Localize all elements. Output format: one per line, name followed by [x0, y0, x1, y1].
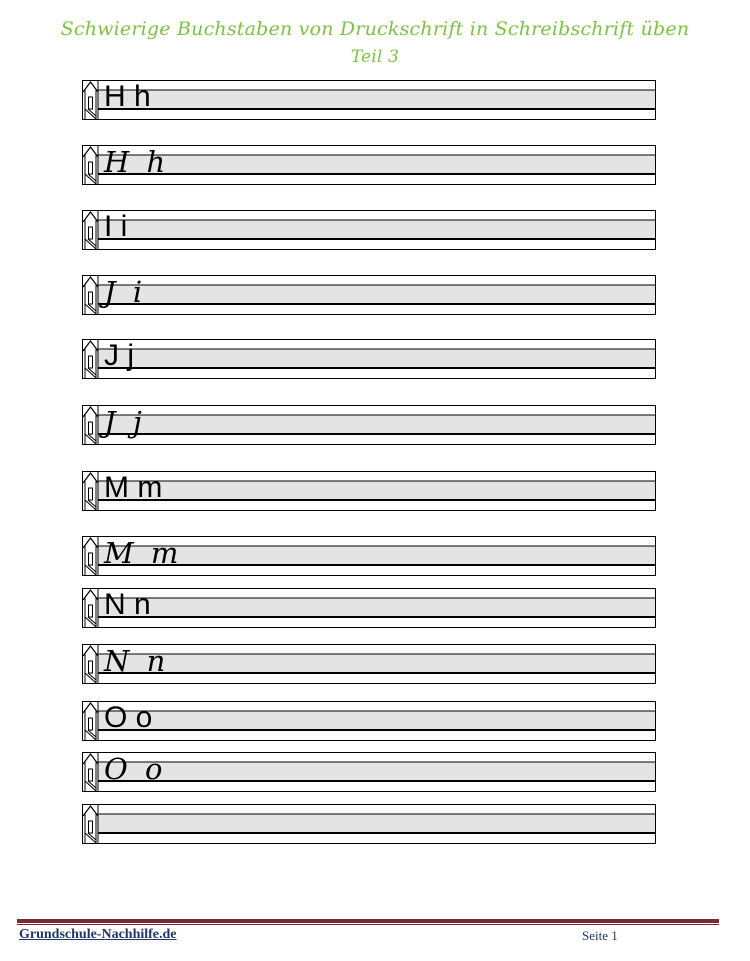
writing-row	[82, 80, 656, 120]
house-icon	[83, 407, 98, 444]
writing-lines	[82, 339, 656, 379]
writing-lines	[82, 804, 656, 844]
row-letters: H h	[104, 145, 170, 179]
house-icon	[83, 590, 98, 627]
writing-lines	[82, 752, 656, 792]
writing-lines	[82, 80, 656, 120]
writing-row	[82, 644, 656, 684]
house-icon	[83, 277, 98, 314]
writing-lines	[82, 471, 656, 511]
house-icon	[83, 82, 98, 119]
row-letters: I i	[104, 210, 128, 243]
writing-lines	[82, 701, 656, 741]
house-icon	[83, 473, 98, 510]
house-icon	[83, 212, 98, 249]
row-letters: O o	[104, 752, 167, 786]
house-icon	[83, 703, 98, 740]
writing-row	[82, 405, 656, 445]
writing-row	[82, 339, 656, 379]
writing-row	[82, 804, 656, 844]
house-icon	[83, 806, 98, 843]
house-icon	[83, 538, 98, 575]
row-letters: N n	[104, 588, 151, 621]
house-icon	[83, 341, 98, 378]
row-letters: H h	[104, 80, 151, 113]
row-letters: M m	[104, 536, 183, 570]
row-letters: N n	[104, 644, 170, 678]
footer-site-link[interactable]: Grundschule-Nachhilfe.de	[19, 927, 177, 942]
footer-page-number: Seite 1	[582, 928, 618, 943]
footer-rule-thin	[17, 924, 719, 925]
writing-lines	[82, 588, 656, 628]
row-letters: J i	[104, 275, 147, 309]
writing-row	[82, 701, 656, 741]
writing-lines	[82, 405, 656, 445]
writing-row	[82, 145, 656, 185]
writing-lines	[82, 210, 656, 250]
writing-lines	[82, 275, 656, 315]
house-icon	[83, 147, 98, 184]
writing-row	[82, 752, 656, 792]
row-letters: M m	[104, 471, 163, 504]
writing-row	[82, 588, 656, 628]
footer-rule	[17, 919, 719, 923]
writing-row	[82, 536, 656, 576]
writing-row	[82, 471, 656, 511]
row-letters: O o	[104, 701, 153, 734]
row-letters: J j	[104, 339, 134, 372]
page-subtitle: Teil 3	[350, 47, 400, 67]
row-letters: J j	[104, 405, 146, 439]
page-title: Schwierige Buchstaben von Druckschrift in Schreibschrift üben	[60, 18, 690, 40]
house-icon	[83, 754, 98, 791]
writing-row	[82, 275, 656, 315]
house-icon	[83, 646, 98, 683]
writing-row	[82, 210, 656, 250]
